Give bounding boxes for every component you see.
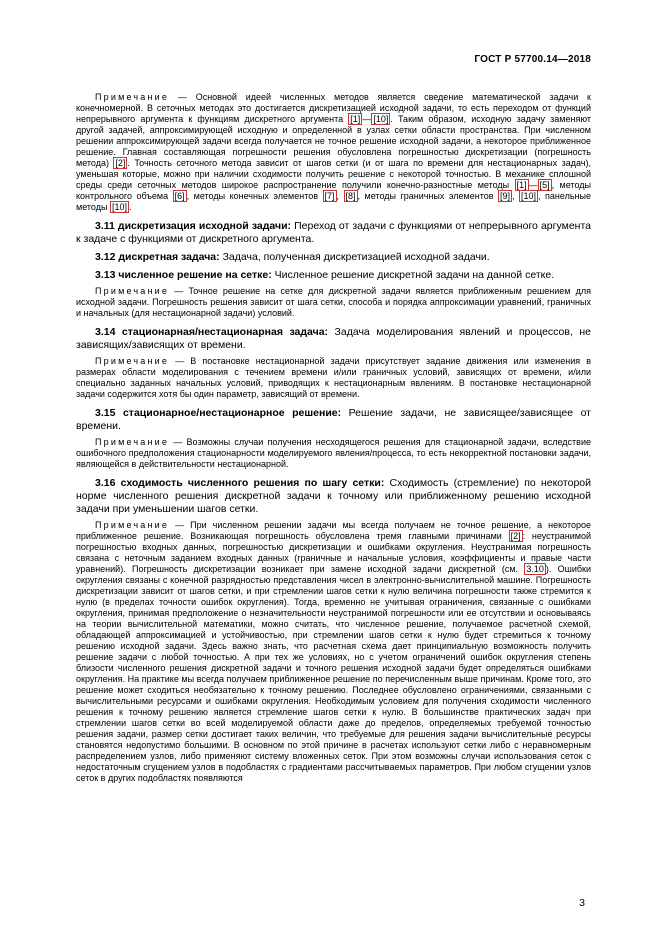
- term-definition: [76, 220, 591, 246]
- term-definition: [76, 326, 591, 352]
- term-definition: [76, 407, 591, 433]
- term-name: 3.14 стационарная/нестационарная задача:: [95, 326, 335, 338]
- citation-link[interactable]: [8]: [345, 191, 356, 201]
- text-run: — Точное решение на сетке для дискретной задачи является приближенным решением для исходной задачи. Погрешность решения зависит от шага сетки, способа и порядка аппроксимации уравнений, граничных и начальных (для нестационарной задачи) условий.: [76, 286, 591, 318]
- citation-link[interactable]: [7]: [324, 191, 335, 201]
- note-paragraph: [76, 286, 591, 319]
- text-run: ,: [336, 191, 344, 201]
- text-run: Переход от задачи с функциями от непрерывного аргумента к задаче с функциями от дискретного аргумента.: [76, 220, 591, 245]
- text-run: . Таким образом, исходную задачу заменяют другой задачей, аппроксимирующей исходную и определенной в узлах сетки области пространства. При численном решении аппроксимирующей задачи всегда получается не точное решение исходной задачи, а некоторое приближенное решение. Главная составляющая погрешности решения обусловлена погрешностью дискретизации (погрешность метода): [76, 114, 591, 168]
- standard-number: ГОСТ Р 57700.14—2018: [474, 54, 591, 65]
- term-definition: [76, 251, 591, 264]
- page-number: 3: [579, 897, 585, 909]
- note-paragraph: [76, 520, 591, 784]
- text-run: Численное решение дискретной задачи на данной сетке.: [274, 269, 555, 281]
- text-run: Сходимость (стремление) по некоторой норме численного решения дискретной задачи к точному или приближенному решению исходной задачи при уменьшении шагов сетки.: [76, 477, 591, 515]
- term-definition: [76, 269, 591, 282]
- note-paragraph: [76, 437, 591, 470]
- text-run: Задача моделирования явлений и процессов, не зависящих/зависящих от времени.: [76, 326, 591, 351]
- document-footer: [579, 897, 585, 909]
- citation-link[interactable]: [1]: [350, 114, 361, 124]
- note-label: Примечание: [95, 437, 170, 447]
- text-run: ,: [512, 191, 520, 201]
- citation-link[interactable]: [5]: [539, 180, 550, 190]
- note-label: Примечание: [95, 356, 170, 366]
- citation-link[interactable]: [1]: [516, 180, 527, 190]
- text-run: Задача, полученная дискретизацией исходной задачи.: [222, 251, 490, 263]
- document-body: [76, 88, 591, 791]
- term-name: 3.11 дискретизация исходной задачи:: [95, 220, 295, 232]
- note-label: Примечание: [95, 286, 170, 296]
- text-run: .: [128, 202, 132, 212]
- citation-link[interactable]: 3.10: [526, 564, 544, 574]
- text-run: —: [362, 114, 372, 124]
- term-name: 3.12 дискретная задача:: [95, 251, 223, 263]
- citation-link[interactable]: [9]: [500, 191, 511, 201]
- text-run: , методы конечных элементов: [186, 191, 323, 201]
- text-run: , методы контрольного объема: [76, 180, 592, 201]
- note-label: Примечание: [95, 92, 170, 102]
- term-name: 3.16 сходимость численного решения по шагу сетки:: [95, 477, 390, 489]
- citation-link[interactable]: [2]: [115, 158, 126, 168]
- text-run: — При численном решении задачи мы всегда получаем не точное решение, а некоторое приближенное решение. Возникающая погрешность обусловлена тремя главными причинами: [76, 520, 591, 541]
- text-run: , панельные методы: [76, 191, 591, 212]
- text-run: , методы граничных элементов: [357, 191, 498, 201]
- note-label: Примечание: [95, 520, 170, 530]
- text-run: Решение задачи, не зависящее/зависящее от времени.: [76, 407, 591, 432]
- note-paragraph: [76, 356, 591, 400]
- text-run: — В постановке нестационарной задачи присутствует задание движения или изменения в размерах области моделирования с течением времени и/или граничных условий, зависящих от времени, и/или специально заданных начальных условий, приводящих к нестационарным явлениям. В постановке нестационарной задачи содержится хотя бы один параметр, зависящий от времени.: [76, 356, 591, 399]
- text-run: — Основной идеей численных методов является сведение математической задачи к конечномерной. В сеточных методах это достигается дискретизацией исходной задачи, то есть переходом от функций непрерывного аргумента к функциям дискретного аргумента: [76, 92, 591, 124]
- citation-link[interactable]: [10]: [111, 202, 127, 212]
- term-name: 3.13 численное решение на сетке:: [95, 269, 275, 281]
- citation-link[interactable]: [10]: [373, 114, 389, 124]
- citation-link[interactable]: [10]: [521, 191, 537, 201]
- text-run: ). Ошибки округления связаны с конечной разрядностью представления чисел в электронно-вычислительной машине. Погрешность дискретизации зависит от шагов сетки, и при стремлении шагов сетки к нулю величина погрешности также стремится к нулю (в пределах точности ошибок округления). Тогда, временно не учитывая ограничения, связанные с ошибками округления, принимая предположение о незначительности неустранимой погрешности или ее отсутствии и основываясь на теории вычислительной математики, можно считать, что численное решение, получаемое расчетной схемой, обладающей аппроксимацией и устойчивостью, при стремлении шагов сетки к нулю будет стремиться к точному решению исходной задачи. Здесь важно знать, что расчетная схема дает принципиальную возможность получить решение задачи с любой точностью. А при тех же условиях, но с учетом ограничений ошибок округления степень близости численного решения дискретной задачи и точного решения исходной задачи будет определяться ошибками округления. На практике мы всегда получаем приближенное решение по перечисленным выше причинам. Кроме того, это решение может сходиться необязательно к точному решению. Последнее обусловлено ограничениями, связанными с вычислительными ресурсами и ошибками округления. Необходимым условием для получения сходимости численного решения к точному решению является стремление шагов сетки к нулю. В большинстве практических задач при стремлении шагов сетки во всей моделируемой области даже до пределов, определяемых требуемой точностью решения задачи, размер сетки достигает таких величин, что требуемые для решения задачи вычислительные ресурсы становятся недопустимо большими. В основном по этой причине в расчетах используют сетки либо с неравномерным распределением узлов, либо применяют систему вложенных сеток. При этом возможны случаи использования сеток с недостаточным сгущением узлов в подобластях с градиентами рассчитываемых параметров. При любом сгущении узлов сеток в других подобластях появляются: [76, 564, 591, 783]
- text-run: — Возможны случаи получения несходящегося решения для стационарной задачи, вследствие ошибочного предположения стационарности моделируемого явления/процесса, то есть некорректной постановки задачи, являющейся в действительности нестационарной.: [76, 437, 591, 469]
- text-run: : неустранимой погрешностью входных данных, погрешностью дискретизации и ошибками округления. Неустранимая погрешность связана с неточным заданием входных данных (граничные и начальные условия, коэффициенты и правые части уравнений). Погрешность дискретизации возникает при замене исходной задачи дискретной (см.: [76, 531, 591, 574]
- citation-link[interactable]: [6]: [174, 191, 185, 201]
- document-header: [76, 54, 591, 65]
- text-run: —: [528, 180, 538, 190]
- term-name: 3.15 стационарное/нестационарное решение:: [95, 407, 349, 419]
- note-paragraph: [76, 92, 591, 213]
- text-run: . Точность сеточного метода зависит от шагов сетки (и от шага по времени для нестационарных задач), уменьшая которые, можно при наличии сходимости получить решение с некоторой точностью. В механике сплошной среды среди сеточных методов широкое распространение получили конечно-разностные методы: [76, 158, 591, 190]
- term-definition: [76, 477, 591, 516]
- citation-link[interactable]: [2]: [510, 531, 521, 541]
